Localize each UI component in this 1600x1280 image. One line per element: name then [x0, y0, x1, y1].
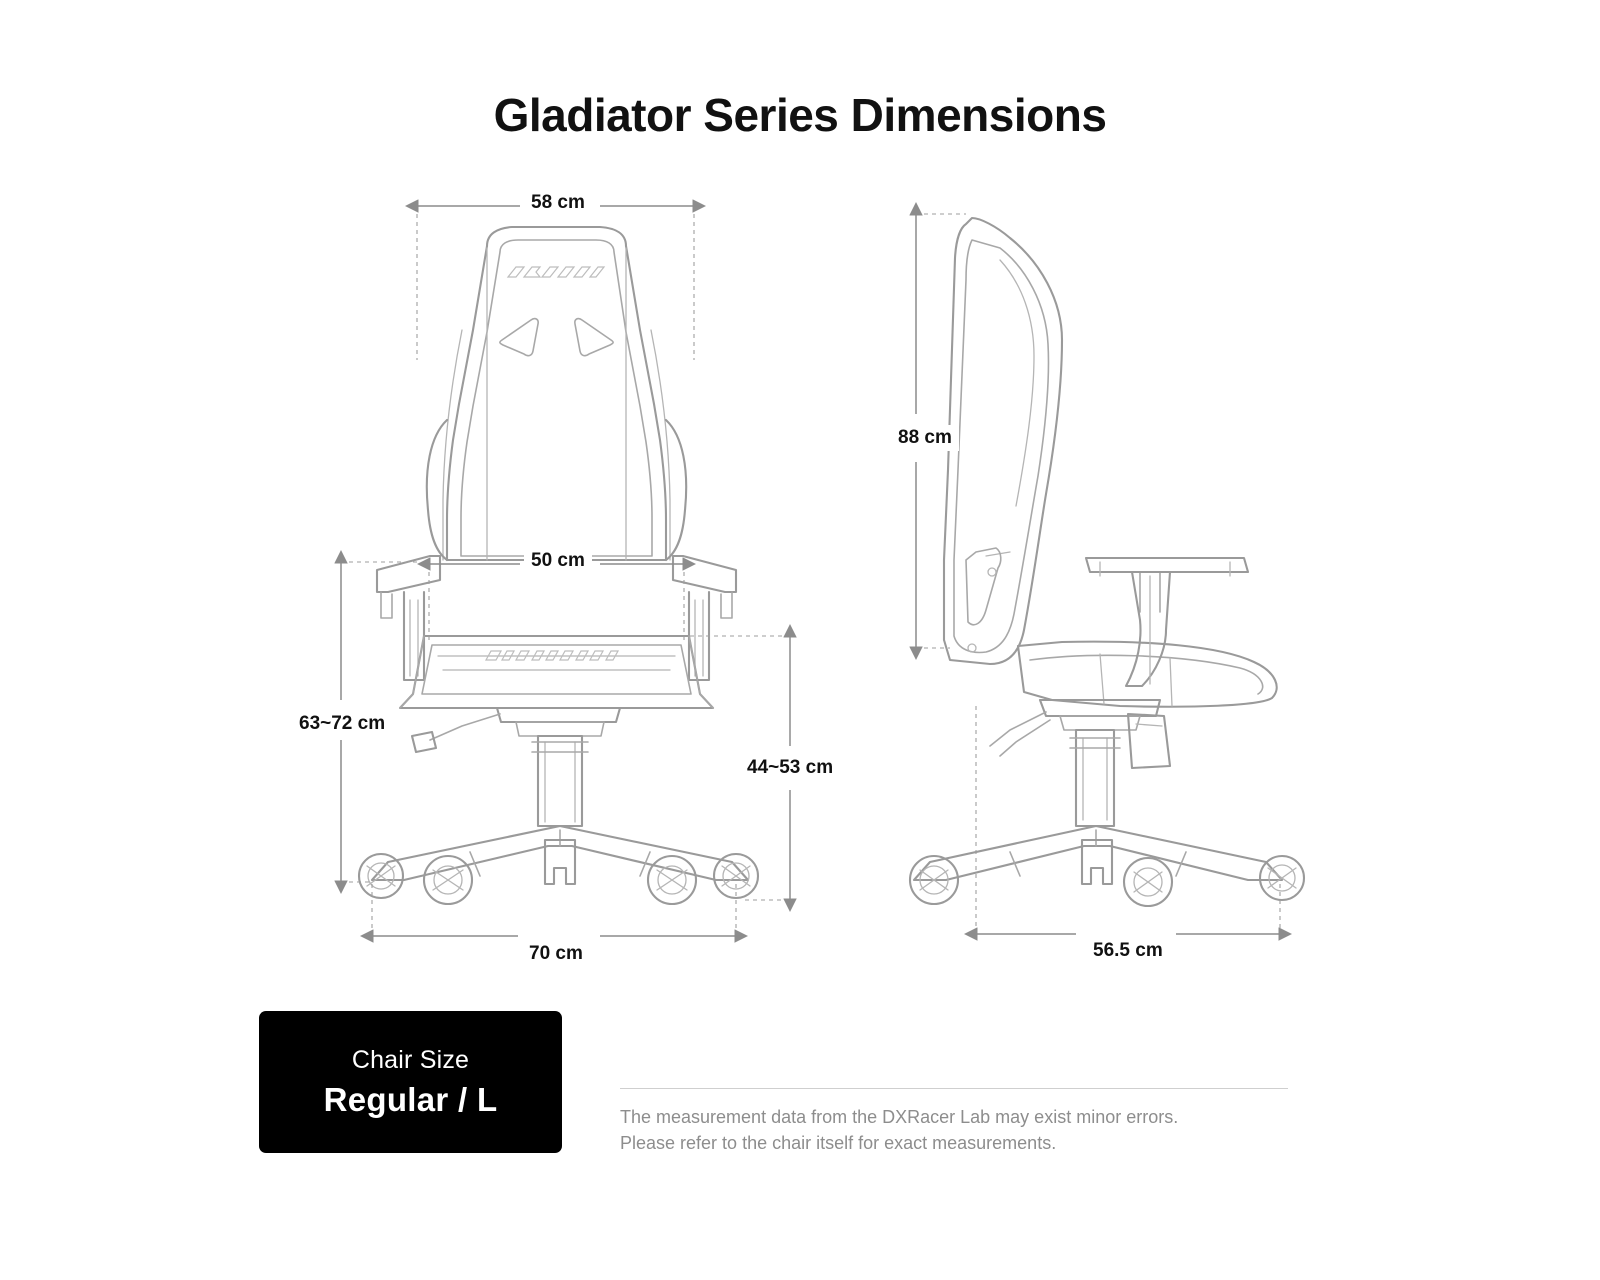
- dimension-label-seat-height: 63~72 cm: [292, 711, 392, 737]
- casters-side: [910, 856, 1304, 906]
- disclaimer: [620, 1088, 1300, 1156]
- backrest-logo: [508, 267, 604, 277]
- dimension-label-front-width: 58 cm: [524, 190, 592, 216]
- chair-size-value: Regular / L: [323, 1080, 498, 1118]
- chair-size-badge: [259, 1011, 562, 1153]
- disclaimer-divider: [620, 1088, 1288, 1089]
- dimension-label-back-height: 88 cm: [891, 425, 959, 451]
- dimension-label-seat-width: 50 cm: [524, 548, 592, 574]
- dimension-label-base-width: 70 cm: [522, 941, 590, 967]
- casters-front: [359, 854, 758, 904]
- dimension-label-seat-depth: 44~53 cm: [740, 755, 840, 781]
- side-view-chair: [910, 218, 1304, 906]
- disclaimer-line-1: The measurement data from the DXRacer Lab may exist minor errors.: [620, 1107, 1179, 1127]
- chair-size-label: Chair Size: [351, 1045, 470, 1074]
- dimension-label-side-depth: 56.5 cm: [1086, 938, 1170, 964]
- page-title: Gladiator Series Dimensions: [493, 89, 1107, 141]
- disclaimer-line-2: Please refer to the chair itself for exact measurements.: [620, 1133, 1057, 1154]
